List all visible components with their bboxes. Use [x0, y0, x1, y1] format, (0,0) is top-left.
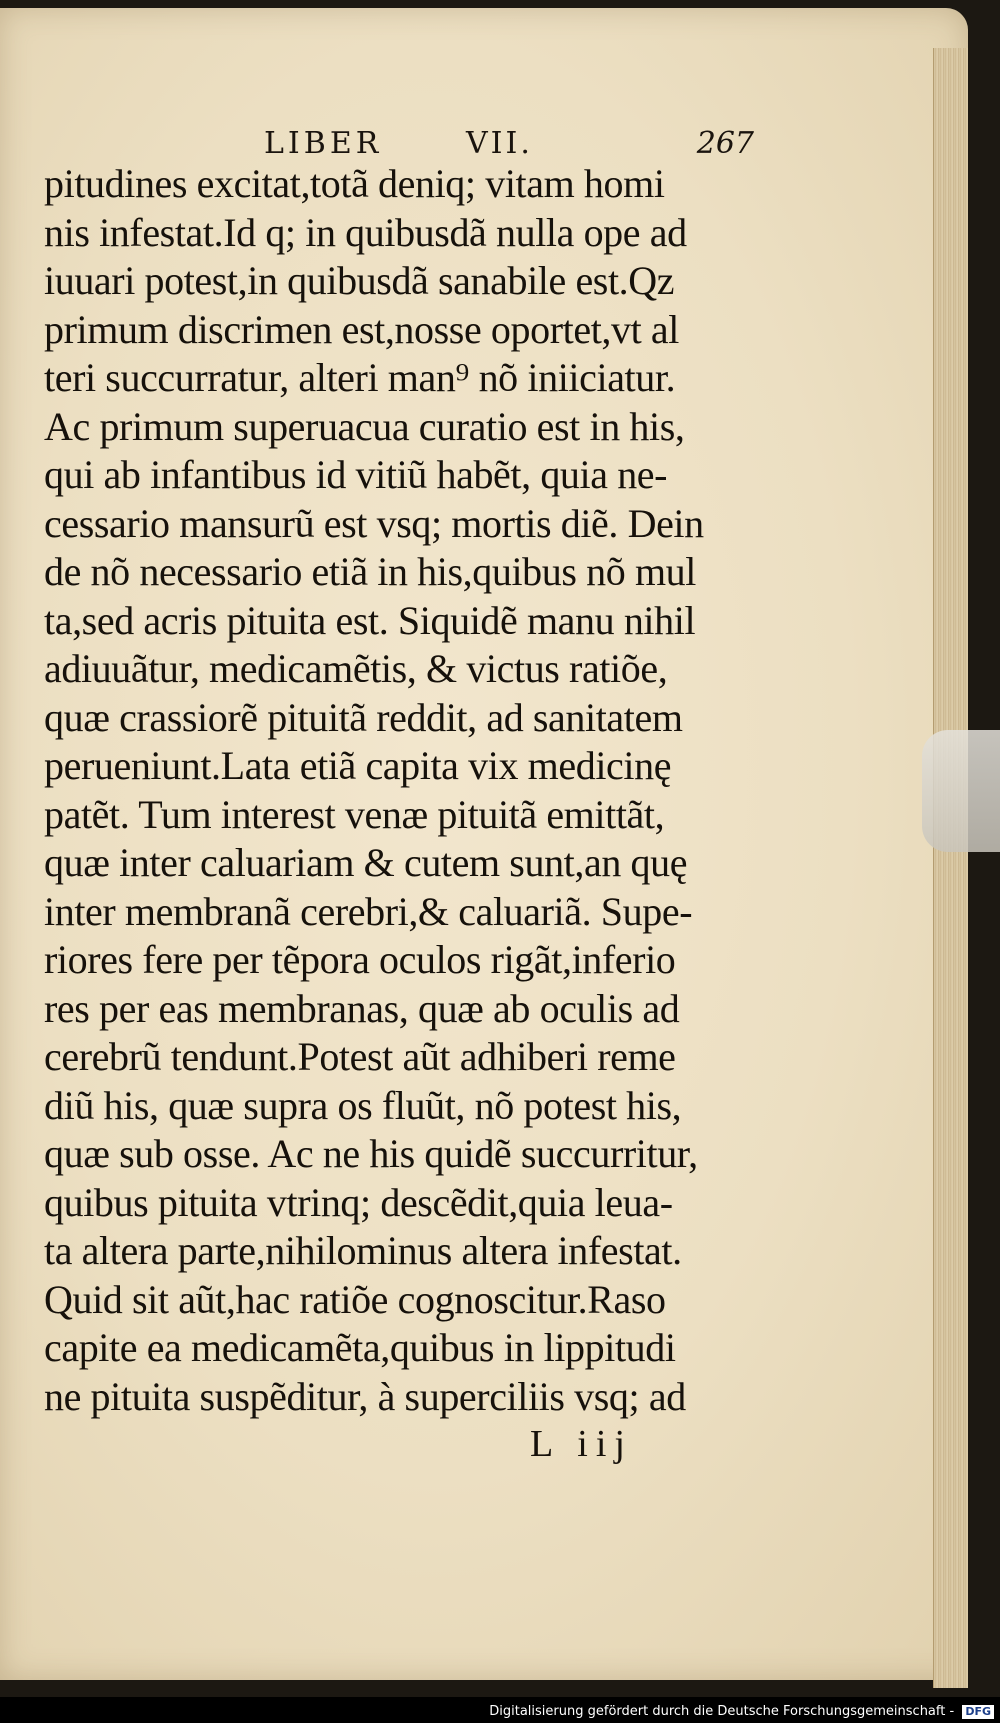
- digitization-credit: [489, 1704, 994, 1719]
- text-line: ne pituita suspẽditur, à superciliis vsq; ad: [44, 1373, 686, 1419]
- text-line: primum discrimen est,nosse oportet,vt al: [44, 306, 679, 352]
- text-line: pitudines excitat,totã deniq; vitam homi: [44, 161, 665, 206]
- text-line: ta,sed acris pituita est. Siquidẽ manu nihil: [44, 597, 696, 643]
- text-line: quæ sub osse. Ac ne his quidẽ succurritur,: [44, 1131, 698, 1176]
- text-line: de nõ necessario etiã in his,quibus nõ mul: [44, 549, 696, 594]
- text-line: Quid sit aũt,hac ratiõe cognoscitur.Raso: [44, 1276, 666, 1322]
- text-line: patẽt. Tum interest venæ pituitã emittãt,: [44, 791, 665, 837]
- text-line: res per eas membranas, quæ ab oculis ad: [44, 985, 680, 1031]
- text-line: quæ inter caluariam & cutem sunt,an quę: [44, 840, 688, 885]
- dfg-logo: DFG: [962, 1705, 994, 1719]
- text-line: perueniunt.Lata etiã capita vix medicinę: [44, 743, 672, 788]
- text-line: capite ea medicamẽta,quibus in lippitudi: [44, 1325, 676, 1370]
- text-line: adiuuãtur, medicamẽtis, & victus ratiõe,: [44, 646, 668, 691]
- credit-text: Digitalisierung gefördert durch die Deutsche Forschungsgemeinschaft -: [489, 1704, 955, 1719]
- text-line: nis infestat.Id q; in quibusdã nulla ope ad: [44, 209, 687, 255]
- text-line: qui ab infantibus id vitiũ habẽt, quia ne-: [44, 452, 668, 497]
- text-line: ta altera parte,nihilominus altera infestat.: [44, 1228, 682, 1273]
- text-line: diũ his, quæ supra os fluũt, nõ potest his,: [44, 1082, 682, 1128]
- header-book-number: VII.: [466, 126, 533, 161]
- text-line: teri succurratur, alteri man⁹ nõ iniiciatur.: [44, 355, 676, 400]
- footer-bar: [0, 1697, 1000, 1723]
- text-line: inter membranã cerebri,& caluariã. Supe-: [44, 888, 693, 934]
- body-text: [44, 160, 764, 1421]
- text-line: cerebrũ tendunt.Potest aũt adhiberi reme: [44, 1034, 676, 1079]
- signature-mark: L iij: [530, 1423, 633, 1465]
- folio-number: 267: [696, 126, 754, 161]
- book-page: [0, 8, 968, 1680]
- page-tab-marker: [922, 730, 1000, 852]
- text-line: riores fere per tẽpora oculos rigãt,inferio: [44, 937, 676, 982]
- page-edges: [933, 48, 968, 1688]
- text-line: quæ crassiorẽ pituitã reddit, ad sanitatem: [44, 694, 683, 740]
- text-line: quibus pituita vtrinq; descẽdit,quia leua-: [44, 1179, 673, 1225]
- text-line: Ac primum superuacua curatio est in his,: [44, 403, 685, 449]
- header-title: LIBER: [264, 126, 383, 161]
- text-line: cessario mansurũ est vsq; mortis diẽ. Dein: [44, 500, 704, 546]
- text-line: iuuari potest,in quibusdã sanabile est.Qz: [44, 258, 675, 303]
